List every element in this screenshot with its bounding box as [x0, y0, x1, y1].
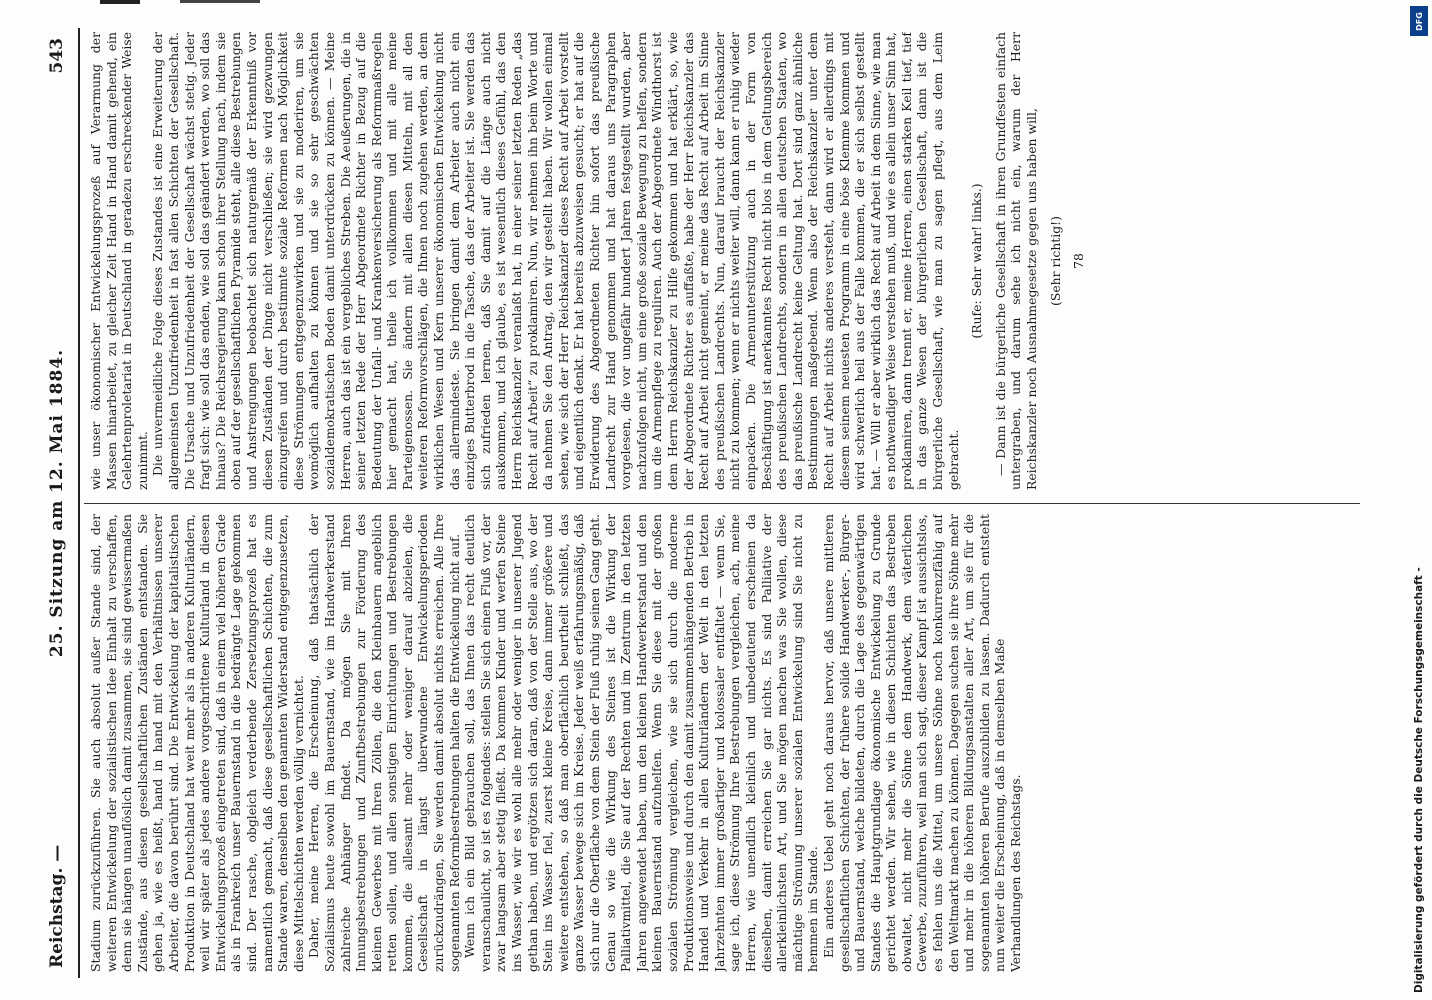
scan-artifact-mark: [180, 0, 260, 3]
page-marker: 78: [1071, 253, 1087, 269]
interjection: (Sehr richtig!): [1047, 216, 1063, 306]
page-content: [40, 28, 1380, 978]
header-rule: [78, 28, 80, 978]
paragraph: Stadium zurückzuführen. Sie auch absolut außer Stande sind, der weiteren Entwickelung der sozialistischen Idee Einhalt zu verschaffen, denn sie hängen unauflöslich damit zusammen, sie sind gewissermaßen Zustände, aus diesen gesellschaftlichen Zuständen entstanden. Sie gehen ja, wie es heißt, hand in hand mit den Verhältnissen unserer Arbeiter, die davon berührt sind. Die Entwickelung der kapitalistischen Produktion in Deutschland hat weit mehr als in anderen Kulturländern, weil wir später als jedes andere vorgeschrittene Kulturland in diesen Entwickelungsprozeß eingetreten sind, daß in einem viel höheren Grade als in Frankreich unser Bauernstand in die bedrängte Lage gekommen sind. Der rasche, obgleich verderbende Zersetzungsprozeß hat es namentlich gemacht, daß diese gesellschaftlichen Schichten, die zum Stande waren, denselben den genannten Widerstand entgegenzusetzen, diese Mittelschichten werden völlig vernichtet.: [88, 514, 306, 972]
running-head-left: Reichstag. —: [47, 844, 67, 968]
text-column-right: [88, 32, 1370, 490]
interjection: (Rufe: Sehr wahr! links.): [969, 183, 985, 339]
paragraph: Ein anderes Uebel geht noch daraus hervor, daß unsere mittleren gesellschaftlichen Schichten, der frühere solide Handwerker-, Bürger- und Bauernstand, welche bildeten, durch die Lage des gegenwärtigen Standes die Hauptgrundlage ökonomische Entwickelung zu Grunde gerichtet werden. Wir sehen, wie in diesen Schichten das Bestreben obwaltet, nicht mehr die Söhne dem Handwerk, dem väterlichen Gewerbe, zuzuführen, weil man sich sagt, dieser Kampf ist aussichtslos, es fehlen uns die Mittel, um unsere Söhne noch konkurrenzfähig auf den Weltmarkt machen zu können. Dagegen suchen sie ihre Söhne mehr und mehr in die höheren Bildungsanstalten aller Art, um sie für die sogenannten höheren Berufe auszubilden zu lassen. Dadurch entsteht nun weiter die Erscheinung, daß in demselben Maße: [820, 514, 1008, 972]
scan-artifact-mark: [100, 0, 140, 4]
digitization-credit: Digitalisierung gefördert durch die Deutsche Forschungsgemeinschaft -: [1413, 567, 1425, 993]
dfg-logo-text: DFG: [1414, 11, 1424, 31]
paragraph: Wenn ich ein Bild gebrauchen soll, das Ihnen das recht deutlich veranschaulicht, so ist es folgendes: stellen Sie sich einen Fluß vor, der zwar langsam aber stetig fließt. Da kommen Kinder und werfen Steine ins Wasser, wie wir es wohl alle mehr oder weniger in unserer Jugend gethan haben, und ergötzen sich daran, daß von der Stelle aus, wo der Stein ins Wasser fiel, zuerst kleine Kreise, dann immer größere und weitere entstehen, so daß man oberflächlich beurtheilt schließt, das ganze Wasser bewege sich im Kreise. Jeder weiß erfahrungsmäßig, daß sich nur die Oberfläche von dem Stein der Fluß ruhig seinen Gang geht. Genau so wie die Wirkung des Steines ist die Wirkung der Palliativmittel, die Sie auf der Rechten und im Zentrum in den letzten Jahren angewendet haben, um den kleinen Handwerkerstand und den kleinen Bauernstand aufzuhelfen. Wenn Sie diese mit der großen sozialen Strömung vergleichen, wie sie sich durch die moderne Produktionsweise und durch den damit zusammenhängenden Betrieb in Handel und Verkehr in allen Kulturländern der Welt in den letzten Jahrzehnten immer großartiger und kolossaler entfaltet — wenn Sie, sage ich, diese Strömung Ihre Bestrebungen vergleichen, ach, meine Herren, wie unendlich kleinlich und unbedeutend erscheinen da dieselben, damit erreichen Sie gar nichts. Es sind Palliative der allerkleinlichsten Art, und Sie mögen machen was Sie wollen, diese mächtige Strömung unserer sozialen Entwickelung sind Sie nicht zu hemmen im Stande.: [462, 514, 821, 972]
dfg-logo: [1410, 6, 1428, 36]
digitization-credit-sidebar: [1408, 8, 1430, 998]
running-head: [40, 28, 74, 978]
text-column-left: [88, 514, 1370, 972]
page-number: 543: [47, 38, 67, 74]
rotated-page-area: [40, 28, 1380, 978]
paragraph: wie unser ökonomischer Entwickelungsprozeß auf Verarmung der Massen hinarbeitet, zu gleicher Zeit Hand in Hand damit gehend, ein Gelehrtenproletariat in Deutschland in geradezu erschreckender Weise zunimmt.: [88, 32, 150, 490]
column-divider: [84, 503, 1360, 504]
running-head-title: 25. Sitzung am 12. Mai 1884.: [47, 348, 67, 658]
paragraph: Die unvermeidliche Folge dieses Zustandes ist eine Erweiterung der allgemeinsten Unzufriedenheit in fast allen Schichten der Gesellschaft. Die Ursache und Unzufriedenheit der Gesellschaft wächst stetig. Jeder fragt sich: wie soll das enden, wie soll das geändert werden, wo soll das hinaus? Die Reichsregierung kann schon ihrer Stellung nach, indem sie oben auf der gesellschaftlichen Pyramide steht, alle diese Bestrebungen und Anstrengungen beobachtet sich naturgemäß der Erkenntniß vor diesen Zuständen der Dinge nicht verschließen; sie wird gezwungen einzugreifen und durch bestimmte soziale Reformen nach Möglichkeit diese Strömungen entgegenzuwirken und sie zu moderiren, um sie womöglich aufhalten zu können und sie so sehr geschwächten sozialdemokratischen Boden damit unterdrücken zu können. — Meine Herren, auch das ist ein vergebliches Streben. Die Aeußerungen, die in seiner letzten Rede der Herr Abgeordnete Richter in Bezug auf die Bedeutung der Unfall- und Krankenversicherung als Reformmaßregeln hier gemacht hat, theile ich vollkommen und mit alle meine Parteigenossen. Sie ändern mit allen diesen Mitteln, mit all den weiteren Reformvorschlägen, die Ihnen noch zugehen werden, an dem wirklichen Wesen und Kern unserer ökonomischen Entwickelung nicht das allermindeste. Sie bringen damit dem Arbeiter auch nicht ein einziges Butterbrod in die Tasche, das der Arbeiter ist. Sie werden das sich zufrieden lernen, daß Sie damit auf die Länge auch nicht auskommen, und ich glaube, es ist wesentlich dieses Gefühl, das den Herrn Reichskanzler veranlaßt hat, in einer seiner letzten Reden „das Recht auf Arbeit“ zu proklamiren. Nun, wir nehmen ihn beim Worte und da nehmen Sie den Antrag, den wir gestellt haben. Wir wollen einmal sehen, wie sich der Herr Reichskanzler dieses Recht auf Arbeit vorstellt und eigentlich denkt. Er hat bereits abzuweisen gesucht; er hat auf die Erwiderung des Abgeordneten Richter hin sofort das preußische Landrecht zur Hand genommen und hat daraus uns Paragraphen vorgelesen, die vor ungefähr hundert Jahren festgestellt wurden, aber nachzufolgen nicht, um eine große soziale Bewegung zu helfen, sondern um die Armenpflege zu reguliren. Auch der Abgeordnete Windthorst ist dem Herrn Reichskanzler zu Hilfe gekommen und hat erklärt, so, wie der Abgeordnete Richter es auffaßte, habe der Herr Reichskanzler das Recht auf Arbeit nicht gemeint, er meine das Recht auf Arbeit im Sinne des preußischen Landrechts. Nun, darauf braucht der Reichskanzler nicht zu kommen; wenn er nichts weiter will, dann kann er ruhig wieder einpacken. Die Armenunterstützung auch in der Form von Beschäftigung ist anerkanntes Recht nicht blos in dem Geltungsbereich des preußischen Landrechts, sondern in allen deutschen Staaten, wo das preußische Landrecht keine Geltung hat. Dort sind ganz ähnliche Bestimmungen maßgebend. Wenn also der Reichskanzler unter dem Recht auf Arbeit nichts anderes versteht, dann wird er allerdings mit diesem seinem neuesten Programm in eine böse Klemme kommen und wird schwerlich heil aus der Falle kommen, die er sich selbst gestellt hat. — Will er aber wirklich das Recht auf Arbeit in dem Sinne, wie man es nothwendiger Weise verstehen muß, und wie es allein unser Sinn hat, proklamiren, dann trennt er, meine Herren, einen starken Keil tief, tief in das ganze Wesen der bürgerlichen Gesellschaft, dann ist die bürgerliche Gesellschaft, wie man zu sagen pflegt, aus dem Leim gebracht.: [150, 32, 961, 490]
column-footer-note: Verhandlungen des Reichstags.: [1008, 774, 1024, 972]
paragraph: — Dann ist die bürgerliche Gesellschaft in ihren Grundfesten einfach untergraben, und darum sehe ich nicht ein, warum der Herr Reichskanzler noch Ausnahmegesetze gegen uns haben will,: [992, 32, 1040, 490]
paragraph: Daher, meine Herren, die Erscheinung, daß thatsächlich der Sozialismus heute sowohl im Bauernstand, wie im Handwerkerstand zahlreiche Anhänger findet. Da mögen Sie mit Ihren Innungsbestrebungen und Zunftbestrebungen zur Förderung des kleinen Gewerbes mit Ihren Zöllen, die den Kleinbauern angeblich retten sollen, und allen sonstigen Einrichtungen und Bestrebungen kommen, die allesamt mehr oder weniger darauf abzielen, die Gesellschaft in längst überwundene Entwickelungsperioden zurückzudrängen, Sie werden damit absolut nichts erreichen. Alle Ihre sogenannten Reformbestrebungen halten die Entwickelung nicht auf.: [306, 514, 462, 972]
